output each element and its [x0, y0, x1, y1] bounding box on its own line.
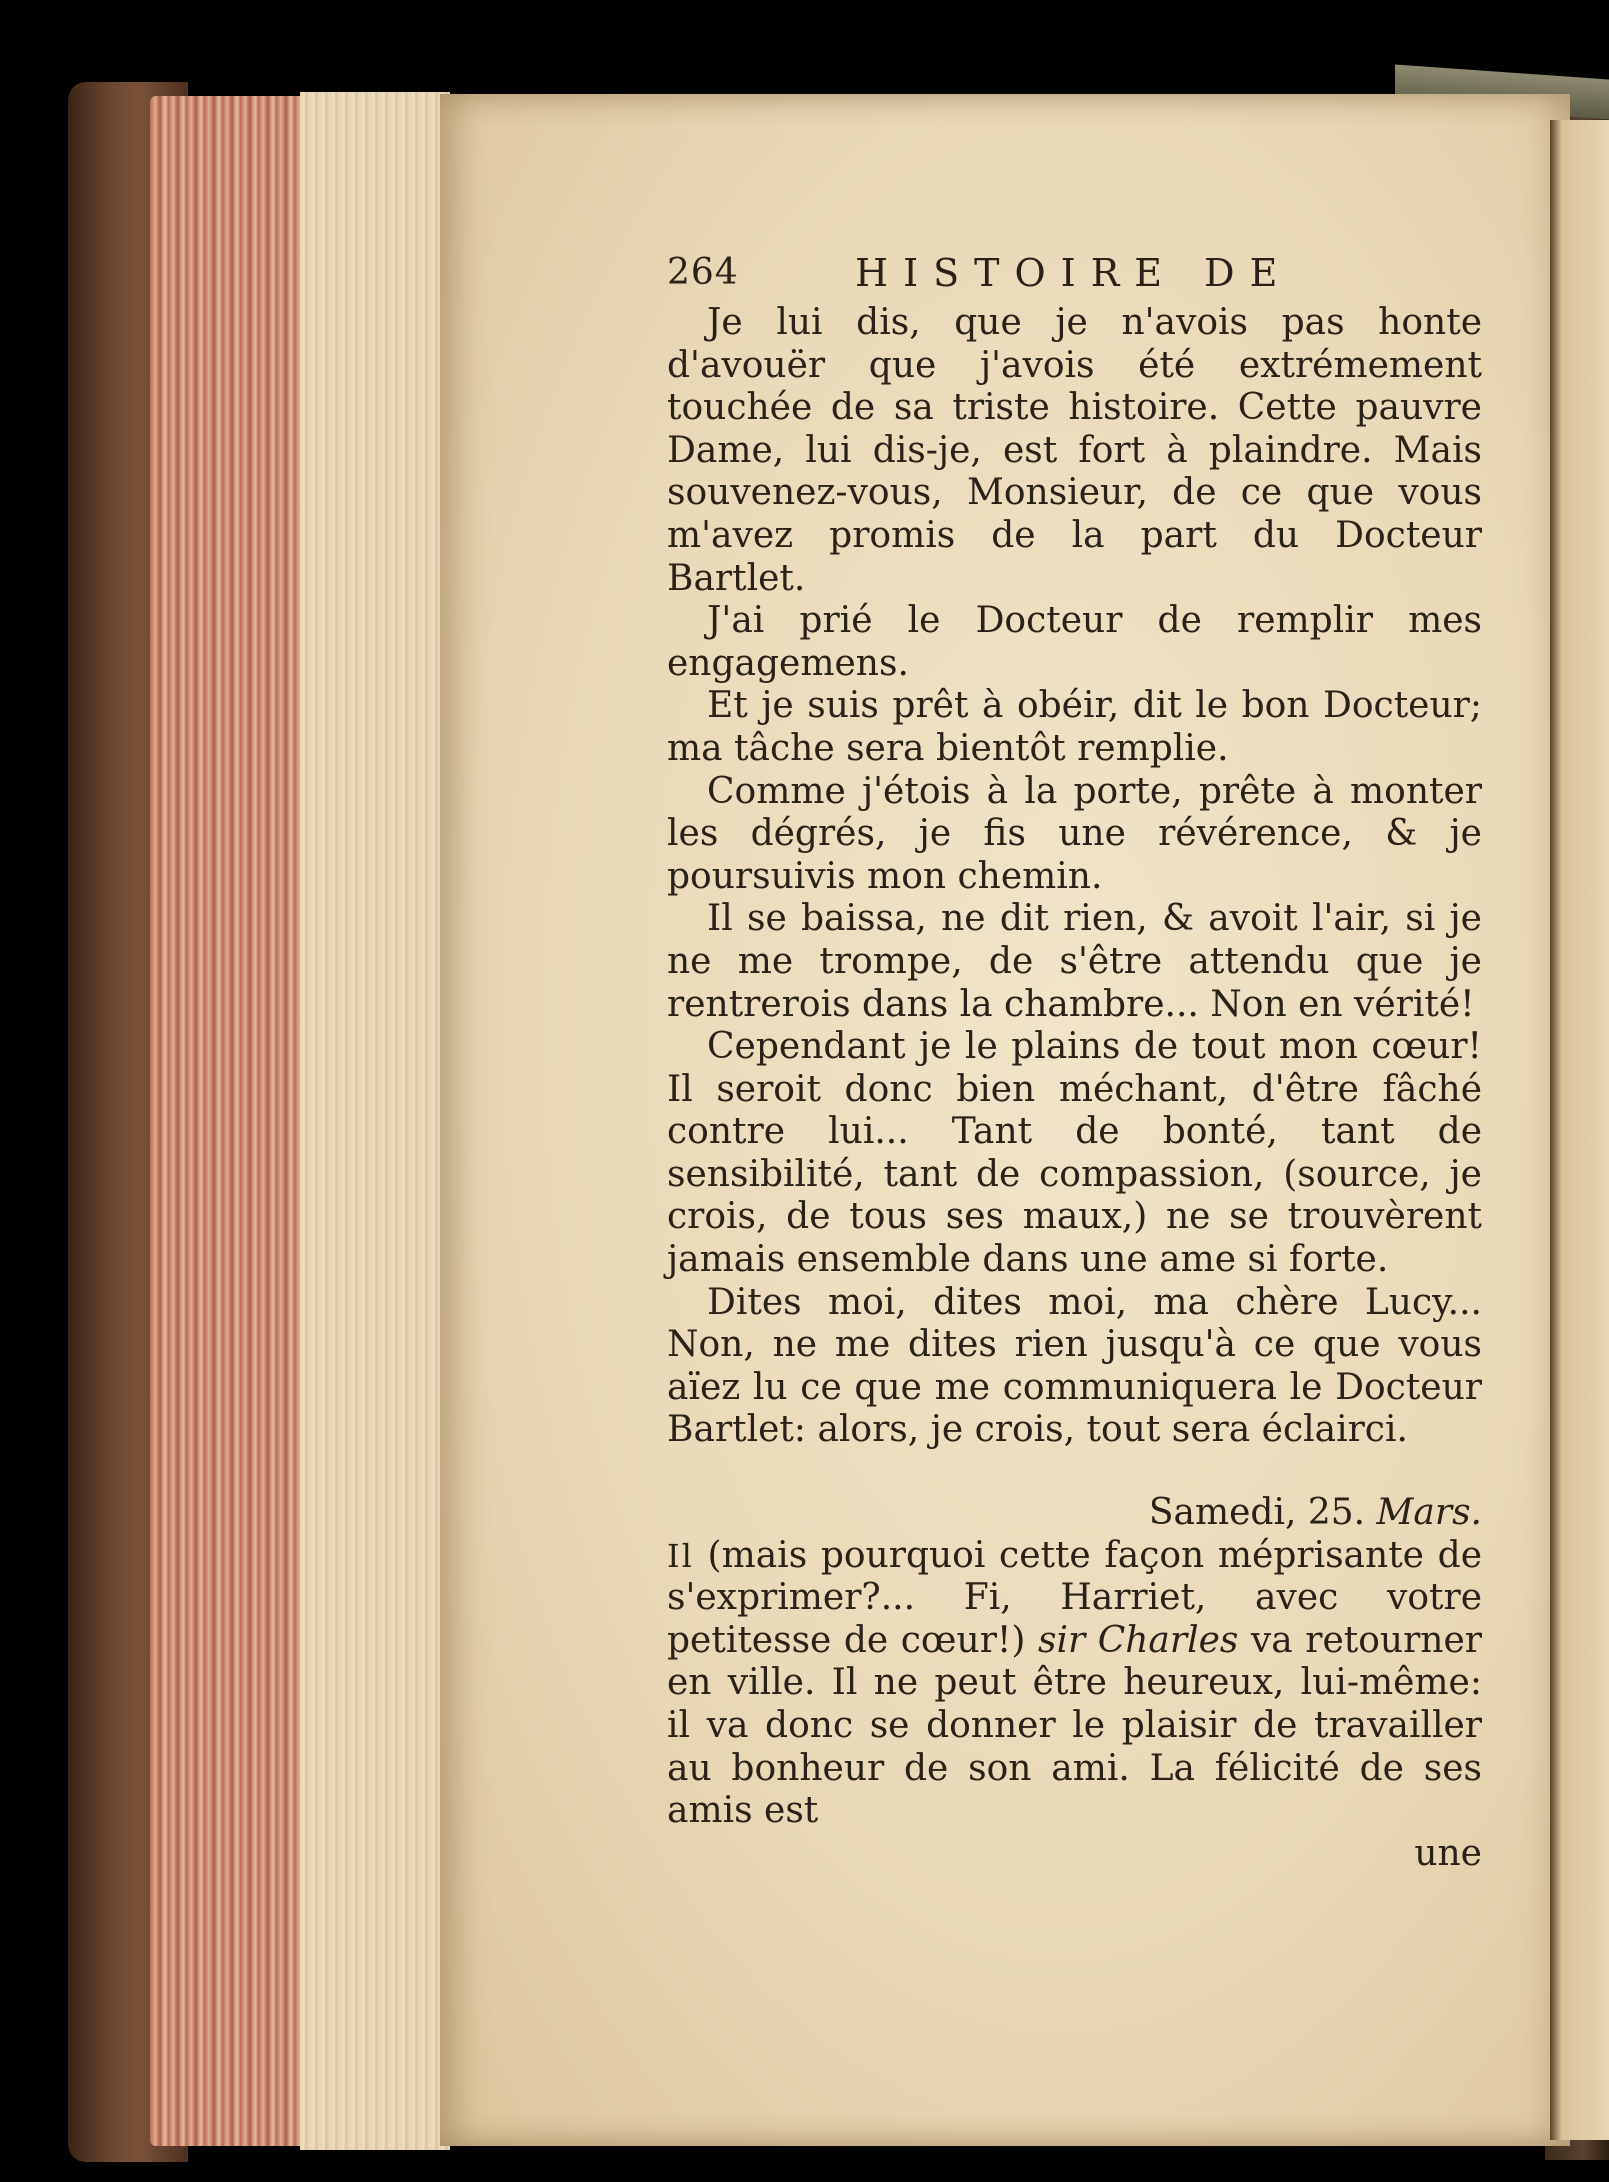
paragraph: Dites moi, dites moi, ma chère Lucy... Non, ne me dites rien jusqu'à ce que vous aïez lu ce que me communiquera le Docteur Bartlet: alors, je crois, tout sera éclairci.: [667, 1281, 1482, 1451]
page-text-block: [667, 252, 1482, 1875]
paragraph: Je lui dis, que je n'avois pas honte d'avouër que j'avois été extrémement touchée de sa triste histoire. Cette pauvre Dame, lui dis-je, est fort à plaindre. Mais souvenez-vous, Monsieur, de ce que vous m'avez promis de la part du Docteur Bartlet.: [667, 302, 1482, 599]
paragraph: Il se baissa, ne dit rien, & avoit l'air, si je ne me trompe, de s'être attendu que je rentrerois dans la chambre... Non en vérité!: [667, 898, 1482, 1025]
facing-page-edge: [1550, 120, 1609, 2140]
paragraph-letter-start: [667, 1535, 1482, 1833]
date-line: [667, 1492, 1482, 1535]
emphasis-name: sir Charles: [1037, 1619, 1239, 1661]
paragraph: J'ai prié le Docteur de remplir mes engagemens.: [667, 600, 1482, 684]
paragraph: Comme j'étois à la porte, prête à monter les dégrés, je fis une révérence, & je poursuivis mon chemin.: [667, 770, 1482, 897]
paragraph: Cependant je le plains de tout mon cœur! Il seroit donc bien méchant, d'être fâché contre lui... Tant de bonté, tant de sensibilité, tant de compassion, (source, je crois, de tous ses maux,) ne se trouvèrent jamais ensemble dans une ame si forte.: [667, 1026, 1482, 1281]
date-month: Mars.: [1376, 1492, 1482, 1534]
paragraph: Et je suis prêt à obéir, dit le bon Docteur; ma tâche sera bientôt remplie.: [667, 685, 1482, 769]
inner-page-edges: [300, 92, 450, 2150]
running-head: HISTOIRE DE: [855, 251, 1293, 295]
page-number: 264: [667, 252, 739, 293]
date-text: Samedi, 25.: [1148, 1492, 1366, 1534]
page-header: [667, 252, 1482, 298]
paragraph-part: (mais pourquoi cette façon méprisante de s'exprimer?... Fi, Harriet, avec votre petitesse de cœur!): [667, 1534, 1482, 1661]
catchword: une: [1414, 1832, 1482, 1874]
paragraph-part: va retourner en ville. Il ne peut être heureux, lui-même: il va donc se donner le plaisir de travailler au bonheur de son ami. La félicité de ses amis est: [667, 1619, 1482, 1832]
initial-word: Il: [667, 1536, 694, 1575]
